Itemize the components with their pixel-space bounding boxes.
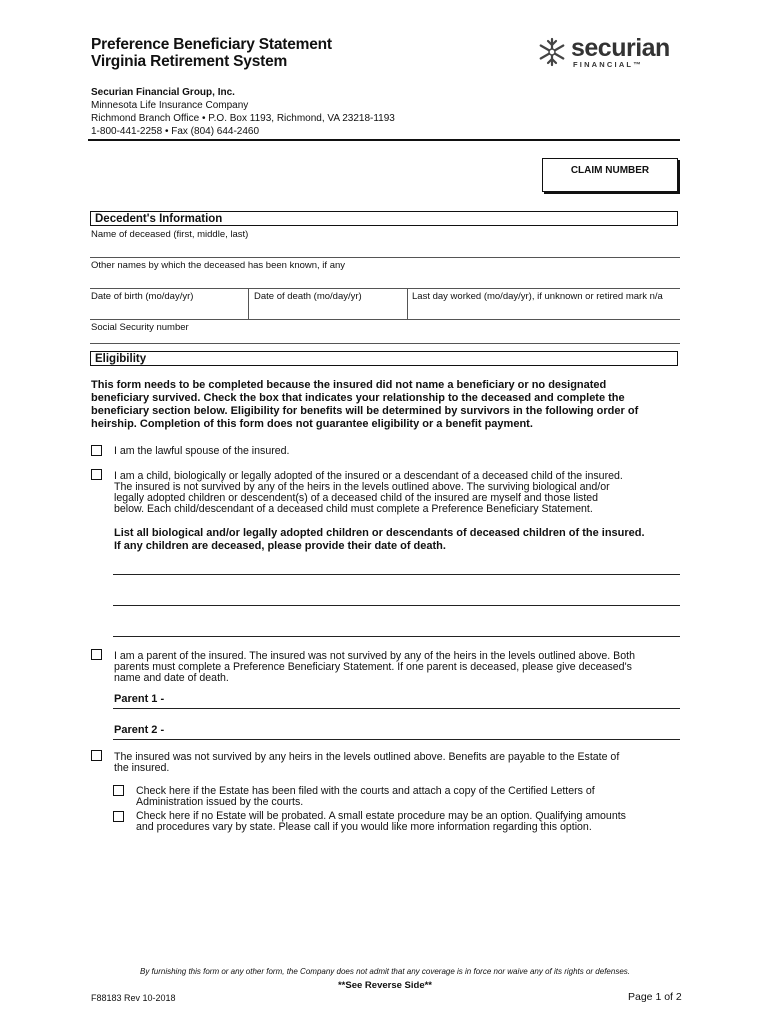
estate-filed-line: Administration issued by the courts.	[136, 796, 304, 808]
disclaimer-note: By furnishing this form or any other form, the Company does not admit that any coverage is in force nor waive any of its rights or defenses.	[139, 967, 630, 976]
intro-line: beneficiary section below. Eligibility for benefits will be determined by survivors in the following order of	[91, 405, 639, 417]
estate-filed-text	[136, 786, 684, 808]
intro-line: This form needs to be completed because the insured did not name a beneficiary or no designated	[91, 379, 607, 391]
securian-logo	[536, 34, 686, 74]
list-children-line: If any children are deceased, please provide their date of death.	[114, 540, 446, 552]
estate-none-text	[136, 811, 684, 833]
ssn-field[interactable]	[90, 343, 680, 344]
estate-option-line: the insured.	[114, 762, 170, 774]
title-line-1: Preference Beneficiary Statement	[91, 36, 332, 53]
company-line-2: Minnesota Life Insurance Company	[91, 100, 249, 111]
claim-number-label: CLAIM NUMBER	[570, 165, 650, 176]
decedent-section-heading: Decedent's Information	[90, 211, 678, 226]
parent-option-line: I am a parent of the insured. The insured was not survived by any of the heirs in the levels outlined above. Both	[114, 650, 635, 662]
estate-checkbox[interactable]	[91, 750, 102, 761]
child-option-line: The insured is not survived by any of the heirs in the levels outlined above. The surviving biological and/or	[114, 481, 610, 493]
spouse-checkbox[interactable]	[91, 445, 102, 456]
ssn-label: Social Security number	[91, 322, 189, 333]
snowflake-logo-icon	[536, 36, 568, 68]
children-entry-line[interactable]	[113, 574, 680, 575]
children-entry-line[interactable]	[113, 636, 680, 637]
last-worked-label: Last day worked (mo/day/yr), if unknown or retired mark n/a	[412, 291, 663, 302]
page-number: Page 1 of 2	[628, 991, 682, 1003]
estate-filed-checkbox[interactable]	[113, 785, 124, 796]
see-reverse-note: **See Reverse Side**	[337, 980, 432, 991]
intro-line: heirship. Completion of this form does not guarantee eligibility or a benefit payment.	[91, 418, 533, 430]
form-number: F88183 Rev 10-2018	[91, 993, 176, 1003]
company-name: Securian Financial Group, Inc.	[91, 87, 235, 98]
company-line-4: 1-800-441-2258 • Fax (804) 644-2460	[91, 126, 260, 137]
header-divider	[88, 139, 680, 141]
eligibility-intro	[91, 379, 681, 431]
company-address-block	[91, 86, 395, 138]
estate-none-checkbox[interactable]	[113, 811, 124, 822]
estate-none-line: Check here if no Estate will be probated. A small estate procedure may be an option. Qualifying amounts	[136, 810, 626, 822]
parent-checkbox[interactable]	[91, 649, 102, 660]
spouse-option-label: I am the lawful spouse of the insured.	[114, 445, 290, 457]
dob-label: Date of birth (mo/day/yr)	[91, 291, 194, 302]
child-option-line: I am a child, biologically or legally adopted of the insured or a descendant of a deceased child of the insured.	[114, 470, 623, 482]
deceased-name-label: Name of deceased (first, middle, last)	[91, 229, 249, 240]
parent-1-field[interactable]	[113, 708, 680, 709]
parent-1-label: Parent 1 -	[114, 693, 165, 705]
parent-option-line: parents must complete a Preference Beneficiary Statement. If one parent is deceased, please give deceased's	[114, 661, 632, 673]
field-divider	[407, 289, 408, 320]
other-names-field[interactable]	[90, 288, 680, 289]
eligibility-section-heading: Eligibility	[90, 351, 678, 366]
parent-option-text	[114, 651, 684, 684]
company-line-3: Richmond Branch Office • P.O. Box 1193, Richmond, VA 23218-1193	[91, 113, 395, 124]
intro-line: beneficiary survived. Check the box that indicates your relationship to the deceased and complete the	[91, 392, 625, 404]
estate-option-line: The insured was not survived by any heirs in the levels outlined above. Benefits are payable to the Estate of	[114, 751, 620, 763]
child-option-line: legally adopted children or descendent(s) of a deceased child of the insured are myself and those listed	[114, 492, 599, 504]
child-option-text	[114, 471, 684, 515]
parent-2-label: Parent 2 -	[114, 724, 165, 736]
field-divider	[248, 289, 249, 320]
form-title	[91, 36, 332, 70]
other-names-label: Other names by which the deceased has been known, if any	[91, 260, 346, 271]
estate-option-text	[114, 752, 684, 774]
logo-wordmark: securian	[571, 34, 670, 62]
dod-label: Date of death (mo/day/yr)	[254, 291, 362, 302]
claim-number-box[interactable]	[542, 158, 678, 192]
child-checkbox[interactable]	[91, 469, 102, 480]
parent-2-field[interactable]	[113, 739, 680, 740]
children-entry-line[interactable]	[113, 605, 680, 606]
list-children-instructions	[114, 527, 645, 553]
dates-field-row[interactable]	[90, 319, 680, 320]
deceased-name-field[interactable]	[90, 257, 680, 258]
logo-subtitle: FINANCIAL™	[573, 60, 643, 69]
child-option-line: below. Each child/descendant of a deceased child must complete a Preference Beneficiary Statement.	[114, 503, 593, 515]
estate-none-line: and procedures vary by state. Please call if you would like more information regarding this option.	[136, 821, 592, 833]
title-line-2: Virginia Retirement System	[91, 53, 288, 70]
parent-option-line: name and date of death.	[114, 672, 229, 684]
estate-filed-line: Check here if the Estate has been filed with the courts and attach a copy of the Certified Letters of	[136, 785, 595, 797]
list-children-line: List all biological and/or legally adopted children or descendants of deceased children of the insured.	[114, 527, 645, 539]
